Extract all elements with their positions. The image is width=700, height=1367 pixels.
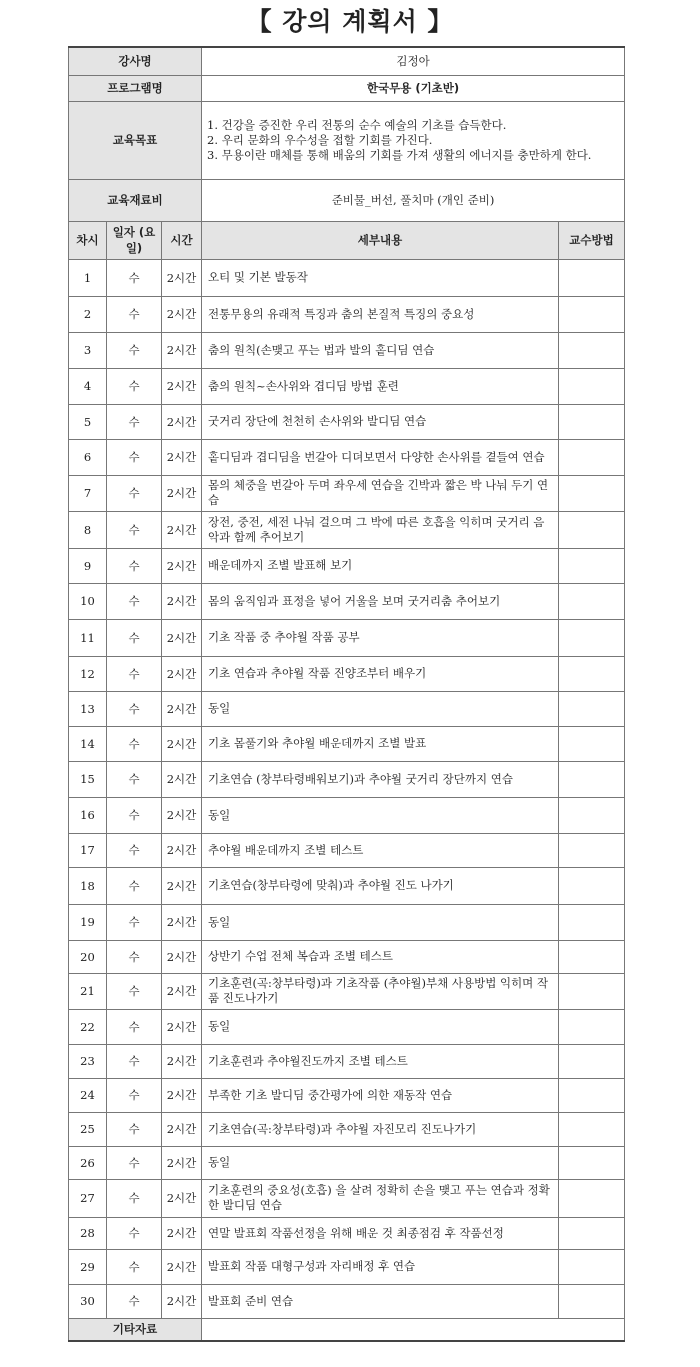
detail-cell: 배운데까지 조별 발표해 보기 xyxy=(202,548,559,583)
time-cell: 2시간 xyxy=(162,867,202,904)
time-cell: 2시간 xyxy=(162,511,202,548)
method-cell xyxy=(559,619,625,656)
method-cell xyxy=(559,368,625,404)
time-cell: 2시간 xyxy=(162,583,202,619)
materials-value: 준비물_버선, 풀치마 (개인 준비) xyxy=(202,179,625,221)
date-cell: 수 xyxy=(107,1284,162,1318)
time-cell: 2시간 xyxy=(162,1179,202,1217)
table-row xyxy=(69,511,625,548)
method-cell xyxy=(559,1217,625,1249)
table-row xyxy=(69,1179,625,1217)
method-cell xyxy=(559,973,625,1009)
table-row xyxy=(69,691,625,726)
materials-label: 교육재료비 xyxy=(69,179,202,221)
session-cell: 8 xyxy=(69,511,107,548)
other-materials-row xyxy=(69,1318,625,1341)
time-cell: 2시간 xyxy=(162,1284,202,1318)
session-cell: 22 xyxy=(69,1009,107,1044)
method-cell xyxy=(559,296,625,332)
detail-cell: 기초 작품 중 추야월 작품 공부 xyxy=(202,619,559,656)
detail-cell: 동일 xyxy=(202,797,559,833)
session-cell: 9 xyxy=(69,548,107,583)
detail-cell: 기초훈련(곡:창부타령)과 기초작품 (추야월)부채 사용방법 익히며 작품 진도나가기 xyxy=(202,973,559,1009)
detail-cell: 발표회 준비 연습 xyxy=(202,1284,559,1318)
goal-item-1: 1. 건강을 증진한 우리 전통의 순수 예술의 기초를 습득한다. xyxy=(207,117,507,132)
time-cell: 2시간 xyxy=(162,1217,202,1249)
table-row xyxy=(69,1284,625,1318)
session-cell: 20 xyxy=(69,940,107,973)
session-cell: 10 xyxy=(69,583,107,619)
detail-cell: 기초연습(창부타령에 맞춰)과 추야월 진도 나가기 xyxy=(202,867,559,904)
program-label: 프로그램명 xyxy=(69,75,202,101)
method-cell xyxy=(559,940,625,973)
materials-row xyxy=(69,179,625,221)
detail-cell: 몸의 움직임과 표정을 넣어 거울을 보며 굿거리춤 추어보기 xyxy=(202,583,559,619)
detail-cell: 굿거리 장단에 천천히 손사위와 발디딤 연습 xyxy=(202,404,559,439)
method-cell xyxy=(559,761,625,797)
table-row xyxy=(69,797,625,833)
date-cell: 수 xyxy=(107,833,162,867)
session-cell: 11 xyxy=(69,619,107,656)
method-cell xyxy=(559,1249,625,1284)
table-row xyxy=(69,548,625,583)
detail-cell: 상반기 수업 전체 복습과 조별 테스트 xyxy=(202,940,559,973)
table-row xyxy=(69,583,625,619)
date-cell: 수 xyxy=(107,1009,162,1044)
detail-cell: 동일 xyxy=(202,904,559,940)
date-cell: 수 xyxy=(107,548,162,583)
date-cell: 수 xyxy=(107,511,162,548)
table-row xyxy=(69,867,625,904)
goal-item-2: 2. 우리 문화의 우수성을 접할 기회를 가진다. xyxy=(207,132,433,147)
detail-cell: 장전, 중전, 세전 나눠 걸으며 그 박에 따른 호흡을 익히며 굿거리 음악과 함께 추어보기 xyxy=(202,511,559,548)
session-cell: 4 xyxy=(69,368,107,404)
method-cell xyxy=(559,1284,625,1318)
session-cell: 16 xyxy=(69,797,107,833)
table-row xyxy=(69,619,625,656)
detail-cell: 기초훈련의 중요성(호흡) 을 살려 정확히 손을 맺고 푸는 연습과 정확한 발디딤 연습 xyxy=(202,1179,559,1217)
detail-cell: 홑디딤과 겹디딤을 번갈아 디뎌보면서 다양한 손사위를 곁들여 연습 xyxy=(202,439,559,475)
method-cell xyxy=(559,1179,625,1217)
date-cell: 수 xyxy=(107,1078,162,1112)
table-row xyxy=(69,439,625,475)
date-cell: 수 xyxy=(107,404,162,439)
method-cell xyxy=(559,833,625,867)
method-cell xyxy=(559,548,625,583)
session-cell: 15 xyxy=(69,761,107,797)
document-title: 【 강의 계획서 】 xyxy=(246,7,454,36)
column-header-date: 일자 (요일) xyxy=(107,221,162,259)
method-cell xyxy=(559,439,625,475)
date-cell: 수 xyxy=(107,332,162,368)
time-cell: 2시간 xyxy=(162,797,202,833)
time-cell: 2시간 xyxy=(162,259,202,296)
date-cell: 수 xyxy=(107,761,162,797)
goals-value xyxy=(202,101,625,179)
table-row xyxy=(69,1146,625,1179)
date-cell: 수 xyxy=(107,1112,162,1146)
table-row xyxy=(69,973,625,1009)
session-cell: 29 xyxy=(69,1249,107,1284)
time-cell: 2시간 xyxy=(162,404,202,439)
date-cell: 수 xyxy=(107,583,162,619)
table-row xyxy=(69,761,625,797)
method-cell xyxy=(559,726,625,761)
session-cell: 18 xyxy=(69,867,107,904)
date-cell: 수 xyxy=(107,726,162,761)
detail-cell: 동일 xyxy=(202,1009,559,1044)
time-cell: 2시간 xyxy=(162,833,202,867)
table-row xyxy=(69,332,625,368)
instructor-row xyxy=(69,47,625,75)
method-cell xyxy=(559,1009,625,1044)
session-cell: 23 xyxy=(69,1044,107,1078)
table-row xyxy=(69,904,625,940)
session-cell: 12 xyxy=(69,656,107,691)
method-cell xyxy=(559,511,625,548)
session-cell: 1 xyxy=(69,259,107,296)
session-cell: 28 xyxy=(69,1217,107,1249)
detail-cell: 기초훈련과 추야월진도까지 조별 테스트 xyxy=(202,1044,559,1078)
column-header-session: 차시 xyxy=(69,221,107,259)
table-row xyxy=(69,940,625,973)
detail-cell: 오티 및 기본 발동작 xyxy=(202,259,559,296)
date-cell: 수 xyxy=(107,1146,162,1179)
session-cell: 2 xyxy=(69,296,107,332)
table-row xyxy=(69,726,625,761)
time-cell: 2시간 xyxy=(162,973,202,1009)
date-cell: 수 xyxy=(107,691,162,726)
date-cell: 수 xyxy=(107,867,162,904)
date-cell: 수 xyxy=(107,296,162,332)
session-cell: 17 xyxy=(69,833,107,867)
session-cell: 21 xyxy=(69,973,107,1009)
goals-label: 교육목표 xyxy=(69,101,202,179)
detail-cell: 몸의 체중을 번갈아 두며 좌우세 연습을 긴박과 짧은 박 나눠 두기 연습 xyxy=(202,475,559,511)
date-cell: 수 xyxy=(107,797,162,833)
program-row xyxy=(69,75,625,101)
table-row xyxy=(69,1009,625,1044)
time-cell: 2시간 xyxy=(162,619,202,656)
table-row xyxy=(69,1044,625,1078)
date-cell: 수 xyxy=(107,1044,162,1078)
table-row xyxy=(69,1249,625,1284)
detail-cell: 발표회 작품 대형구성과 자리배정 후 연습 xyxy=(202,1249,559,1284)
date-cell: 수 xyxy=(107,439,162,475)
method-cell xyxy=(559,332,625,368)
method-cell xyxy=(559,691,625,726)
method-cell xyxy=(559,583,625,619)
method-cell xyxy=(559,475,625,511)
time-cell: 2시간 xyxy=(162,904,202,940)
date-cell: 수 xyxy=(107,656,162,691)
table-row xyxy=(69,475,625,511)
session-cell: 13 xyxy=(69,691,107,726)
time-cell: 2시간 xyxy=(162,548,202,583)
method-cell xyxy=(559,1044,625,1078)
instructor-value: 김정아 xyxy=(202,47,625,75)
method-cell xyxy=(559,656,625,691)
column-header-details: 세부내용 xyxy=(202,221,559,259)
time-cell: 2시간 xyxy=(162,761,202,797)
session-cell: 24 xyxy=(69,1078,107,1112)
table-row xyxy=(69,296,625,332)
date-cell: 수 xyxy=(107,475,162,511)
time-cell: 2시간 xyxy=(162,1112,202,1146)
table-row xyxy=(69,1112,625,1146)
table-row xyxy=(69,656,625,691)
table-row xyxy=(69,833,625,867)
goal-item-3: 3. 무용이란 매체를 통해 배움의 기회를 가져 생활의 에너지를 충만하게 한다. xyxy=(207,147,592,162)
detail-cell: 동일 xyxy=(202,1146,559,1179)
detail-cell: 춤의 원칙~손사위와 겹디딤 방법 훈련 xyxy=(202,368,559,404)
time-cell: 2시간 xyxy=(162,439,202,475)
method-cell xyxy=(559,1146,625,1179)
session-cell: 25 xyxy=(69,1112,107,1146)
program-value: 한국무용 (기초반) xyxy=(202,75,625,101)
column-header-time: 시간 xyxy=(162,221,202,259)
time-cell: 2시간 xyxy=(162,368,202,404)
method-cell xyxy=(559,1112,625,1146)
column-header-method: 교수방법 xyxy=(559,221,625,259)
detail-cell: 기초 연습과 추야월 작품 진양조부터 배우기 xyxy=(202,656,559,691)
detail-cell: 추야월 배운데까지 조별 테스트 xyxy=(202,833,559,867)
time-cell: 2시간 xyxy=(162,1044,202,1078)
session-cell: 6 xyxy=(69,439,107,475)
column-header-row xyxy=(69,221,625,259)
session-cell: 26 xyxy=(69,1146,107,1179)
method-cell xyxy=(559,867,625,904)
date-cell: 수 xyxy=(107,259,162,296)
date-cell: 수 xyxy=(107,1249,162,1284)
date-cell: 수 xyxy=(107,619,162,656)
other-materials-value xyxy=(202,1318,625,1341)
method-cell xyxy=(559,404,625,439)
table-row xyxy=(69,404,625,439)
time-cell: 2시간 xyxy=(162,296,202,332)
date-cell: 수 xyxy=(107,973,162,1009)
session-cell: 5 xyxy=(69,404,107,439)
detail-cell: 기초연습 (창부타령배워보기)과 추야월 굿거리 장단까지 연습 xyxy=(202,761,559,797)
detail-cell: 기초 몸풀기와 추야월 배운데까지 조별 발표 xyxy=(202,726,559,761)
detail-cell: 전통무용의 유래적 특징과 춤의 본질적 특징의 중요성 xyxy=(202,296,559,332)
goals-row xyxy=(69,101,625,179)
table-row xyxy=(69,368,625,404)
time-cell: 2시간 xyxy=(162,1146,202,1179)
detail-cell: 연말 발표회 작품선정을 위해 배운 것 최종점검 후 작품선정 xyxy=(202,1217,559,1249)
time-cell: 2시간 xyxy=(162,475,202,511)
lecture-plan-table xyxy=(68,46,625,1342)
table-row xyxy=(69,1078,625,1112)
detail-cell: 동일 xyxy=(202,691,559,726)
date-cell: 수 xyxy=(107,1217,162,1249)
method-cell xyxy=(559,1078,625,1112)
instructor-label: 강사명 xyxy=(69,47,202,75)
method-cell xyxy=(559,904,625,940)
method-cell xyxy=(559,797,625,833)
session-cell: 30 xyxy=(69,1284,107,1318)
method-cell xyxy=(559,259,625,296)
session-cell: 7 xyxy=(69,475,107,511)
time-cell: 2시간 xyxy=(162,940,202,973)
table-row xyxy=(69,1217,625,1249)
detail-cell: 기초연습(곡:창부타령)과 추야월 자진모리 진도나가기 xyxy=(202,1112,559,1146)
detail-cell: 부족한 기초 발디딤 중간평가에 의한 재동작 연습 xyxy=(202,1078,559,1112)
time-cell: 2시간 xyxy=(162,1078,202,1112)
time-cell: 2시간 xyxy=(162,332,202,368)
date-cell: 수 xyxy=(107,940,162,973)
detail-cell: 춤의 원칙(손맺고 푸는 법과 발의 홑디딤 연습 xyxy=(202,332,559,368)
session-cell: 19 xyxy=(69,904,107,940)
time-cell: 2시간 xyxy=(162,1009,202,1044)
date-cell: 수 xyxy=(107,904,162,940)
time-cell: 2시간 xyxy=(162,726,202,761)
time-cell: 2시간 xyxy=(162,1249,202,1284)
session-cell: 3 xyxy=(69,332,107,368)
session-cell: 14 xyxy=(69,726,107,761)
date-cell: 수 xyxy=(107,1179,162,1217)
table-row xyxy=(69,259,625,296)
time-cell: 2시간 xyxy=(162,656,202,691)
other-materials-label: 기타자료 xyxy=(69,1318,202,1341)
session-cell: 27 xyxy=(69,1179,107,1217)
time-cell: 2시간 xyxy=(162,691,202,726)
date-cell: 수 xyxy=(107,368,162,404)
